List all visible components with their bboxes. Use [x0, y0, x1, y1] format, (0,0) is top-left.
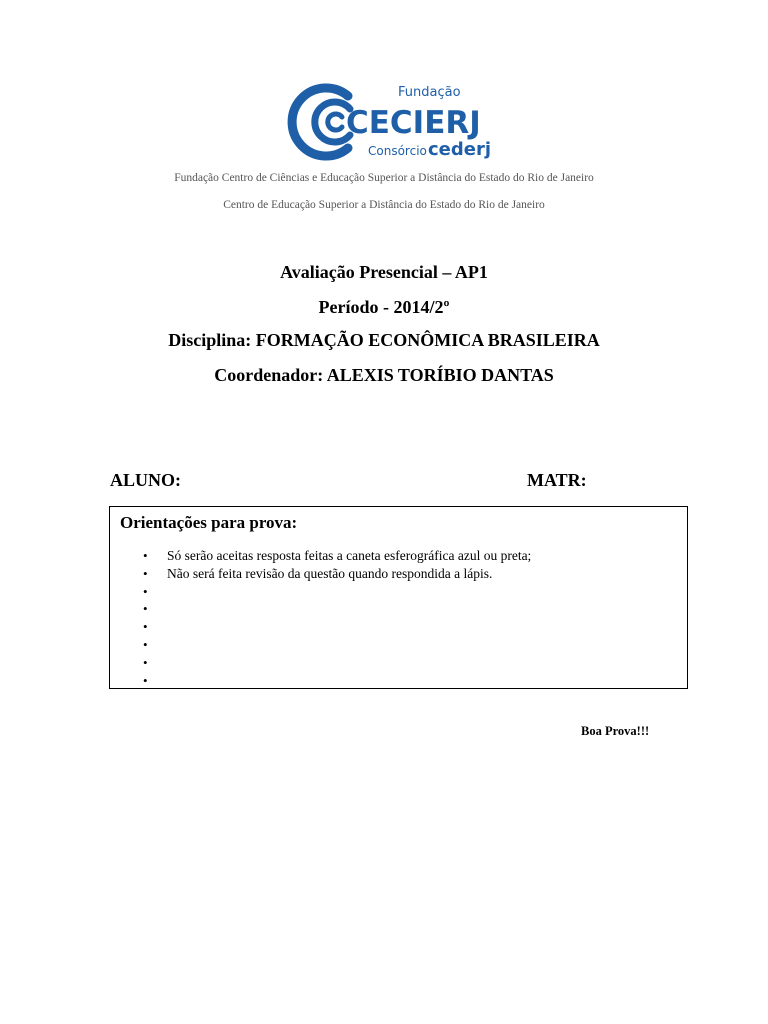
- instruction-item: [140, 565, 531, 583]
- institution-name: Fundação Centro de Ciências e Educação Superior a Distância do Estado do Rio de Janeiro: [174, 172, 594, 184]
- cecierj-logo-graphic: [280, 82, 492, 162]
- logo-cederj-text: cederj: [428, 139, 492, 160]
- closing-message: Boa Prova!!!: [581, 724, 650, 738]
- bullet-icon: •: [143, 672, 148, 688]
- instruction-item: [140, 600, 531, 618]
- instructions-heading: Orientações para prova:: [120, 513, 298, 532]
- instruction-text: Não será feita revisão da questão quando respondida a lápis.: [167, 565, 493, 581]
- instruction-item: [140, 672, 531, 690]
- instruction-item: [140, 618, 531, 636]
- instruction-item: [140, 654, 531, 672]
- instructions-list: [140, 547, 531, 689]
- student-registration-label: MATR:: [527, 470, 587, 490]
- instruction-text: Só serão aceitas resposta feitas a caneta esferográfica azul ou preta;: [167, 548, 532, 563]
- instruction-item: [140, 583, 531, 601]
- exam-coordinator: Coordenador: ALEXIS TORÍBIO DANTAS: [214, 365, 554, 385]
- bullet-icon: •: [143, 548, 148, 563]
- bullet-icon: •: [143, 565, 148, 581]
- exam-discipline: Disciplina: FORMAÇÃO ECONÔMICA BRASILEIRA: [168, 330, 600, 350]
- bullet-icon: •: [143, 636, 148, 652]
- instruction-item: [140, 547, 531, 565]
- instructions-box: [109, 506, 688, 689]
- bullet-icon: •: [143, 619, 148, 635]
- cecierj-logo: [280, 82, 492, 162]
- student-name-label: ALUNO:: [110, 470, 181, 490]
- instruction-item: [140, 636, 531, 654]
- institution-subname: Centro de Educação Superior a Distância do Estado do Rio de Janeiro: [223, 199, 545, 211]
- bullet-icon: •: [143, 601, 148, 617]
- logo-consorcio-text: Consórcio: [368, 144, 427, 158]
- bullet-icon: •: [143, 654, 148, 670]
- logo-cecierj-text: CECIERJ: [346, 105, 481, 141]
- exam-period: Período - 2014/2º: [318, 297, 450, 317]
- bullet-icon: •: [143, 583, 148, 599]
- logo-fundacao-text: Fundação: [398, 85, 461, 100]
- exam-title: Avaliação Presencial – AP1: [280, 262, 488, 282]
